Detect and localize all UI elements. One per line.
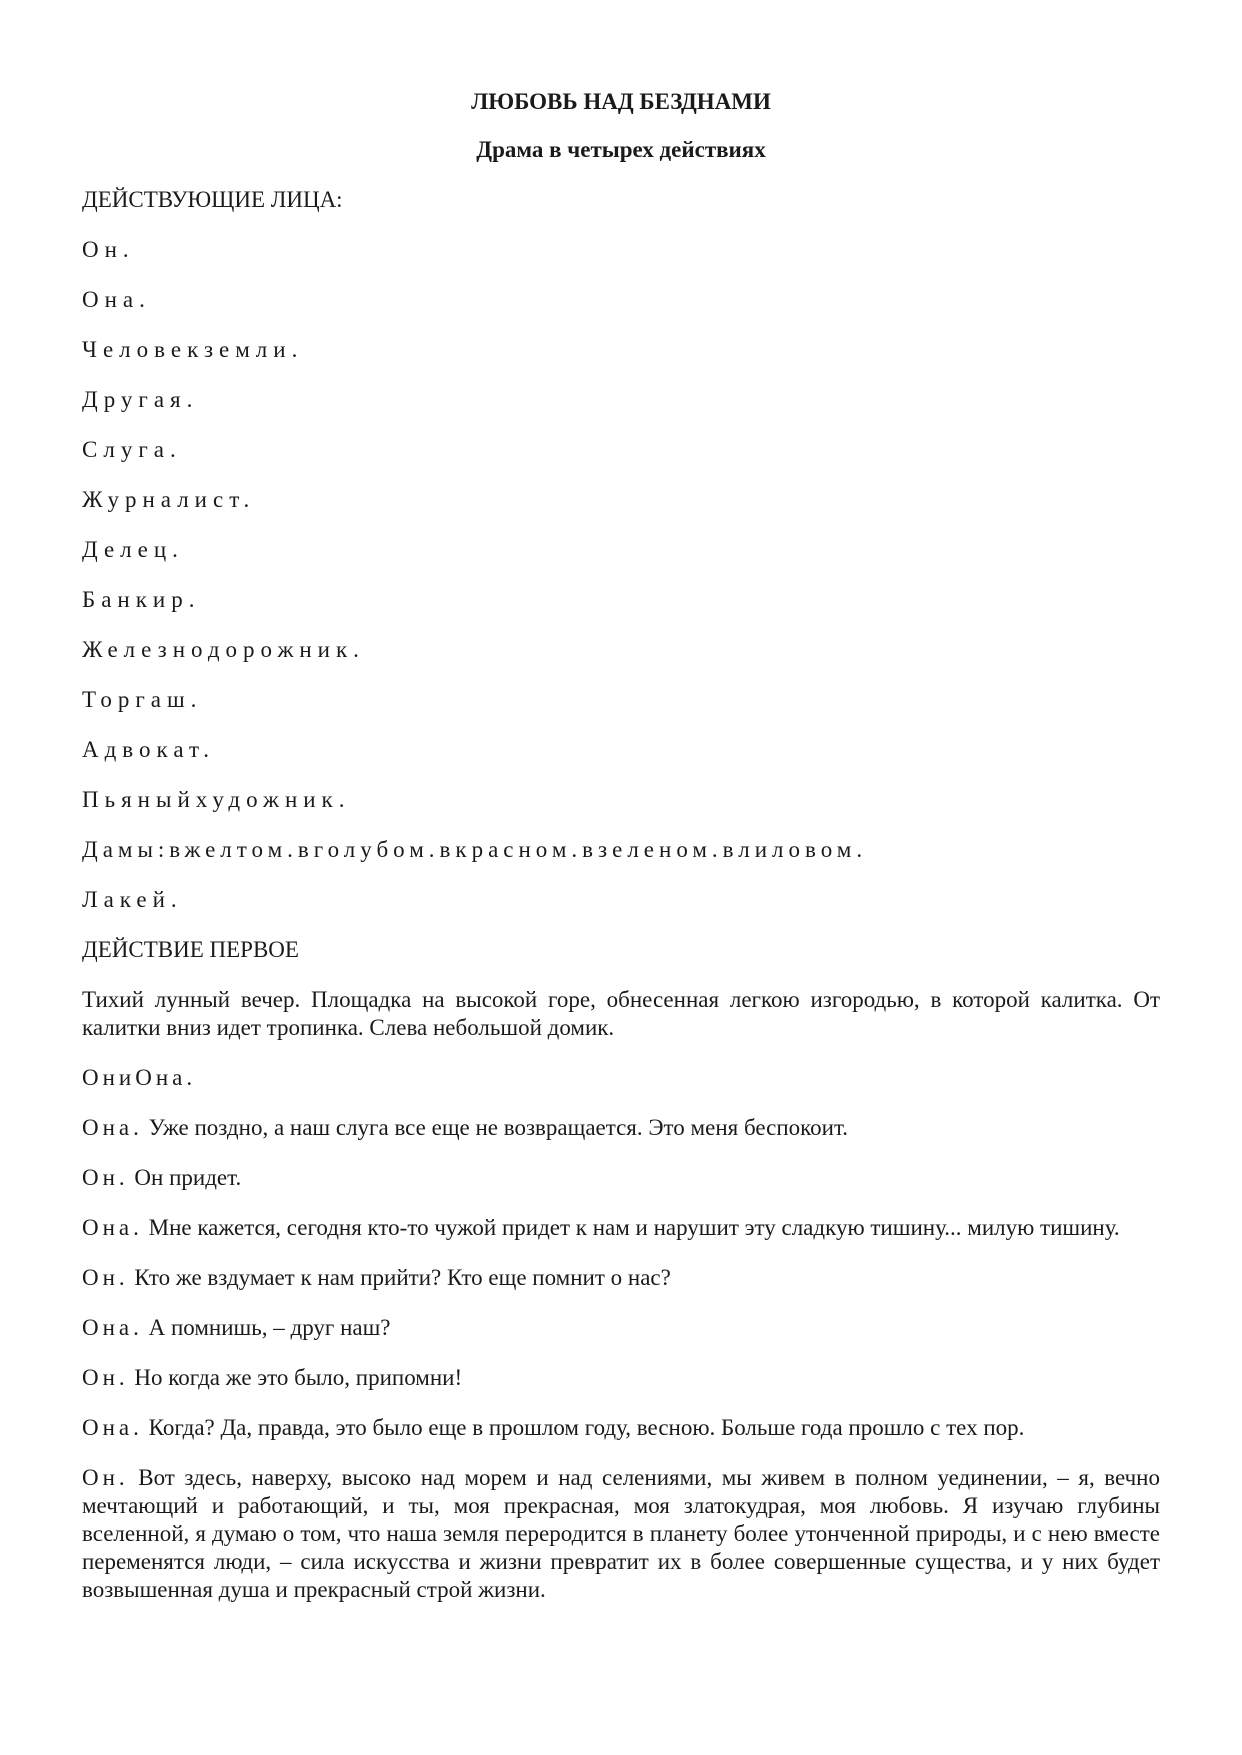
- cast-item: Она.: [82, 287, 151, 312]
- cast-item: Другая.: [82, 387, 199, 412]
- dialogue-line: [82, 1314, 1160, 1342]
- dialogue-text: Но когда же это было, припомни!: [128, 1365, 463, 1390]
- speaker-name: Он.: [82, 1165, 129, 1190]
- cast-item: Журналист.: [82, 487, 256, 512]
- cast-item: Делец.: [82, 537, 184, 562]
- dialogue-text: Он придет.: [128, 1165, 242, 1190]
- act-heading: ДЕЙСТВИЕ ПЕРВОЕ: [82, 937, 299, 962]
- speaker-name: Он.: [82, 1365, 129, 1390]
- cast-item: Адвокат.: [82, 737, 216, 762]
- cast-item: Торгаш.: [82, 687, 203, 712]
- dialogue-text: Кто же вздумает к нам прийти? Кто еще помнит о нас?: [128, 1265, 671, 1290]
- scene-characters: ОниОна.: [82, 1065, 197, 1090]
- dialogue-text: Мне кажется, сегодня кто-то чужой придет к нам и нарушит эту сладкую тишину... милую тишину.: [142, 1215, 1120, 1240]
- cast-item: Лакей.: [82, 887, 183, 912]
- cast-item: Дамы:вжелтом.вголубом.вкрасном.взеленом.влиловом.: [82, 837, 868, 862]
- document-page: [82, 88, 1160, 1626]
- cast-heading: ДЕЙСТВУЮЩИЕ ЛИЦА:: [82, 187, 343, 212]
- cast-item: Он.: [82, 237, 135, 262]
- stage-direction: Тихий лунный вечер. Площадка на высокой горе, обнесенная легкою изгородью, в которой калитка. От калитки вниз идет тропинка. Слева небольшой домик.: [82, 987, 1160, 1040]
- document-subtitle: Драма в четырех действиях: [476, 137, 766, 162]
- dialogue-line: [82, 1464, 1160, 1604]
- dialogue-line: [82, 1364, 1160, 1392]
- dialogue-text: Когда? Да, правда, это было еще в прошлом году, весною. Больше года прошло с тех пор.: [142, 1415, 1025, 1440]
- dialogue-line: [82, 1114, 1160, 1142]
- cast-item: Человекземли.: [82, 337, 304, 362]
- speaker-name: Он.: [82, 1465, 129, 1490]
- cast-item: Пьяныйхудожник.: [82, 787, 351, 812]
- dialogue-text: Вот здесь, наверху, высоко над морем и над селениями, мы живем в полном уединении, – я, вечно мечтающий и работающий, и ты, моя прекрасная, моя златокудрая, моя любовь. Я изучаю глубины вселенной, я думаю о том, что наша земля переродится в планету более утонченной природы, и с нею вместе переменятся люди, – сила искусства и жизни превратит их в более совершенные существа, и у них будет возвышенная душа и прекрасный строй жизни.: [82, 1465, 1160, 1602]
- speaker-name: Она.: [82, 1315, 143, 1340]
- speaker-name: Она.: [82, 1115, 143, 1140]
- speaker-name: Она.: [82, 1215, 143, 1240]
- dialogue-line: [82, 1414, 1160, 1442]
- cast-item: Железнодорожник.: [82, 637, 365, 662]
- dialogue-text: Уже поздно, а наш слуга все еще не возвращается. Это меня беспокоит.: [142, 1115, 849, 1140]
- dialogue-line: [82, 1264, 1160, 1292]
- document-title: ЛЮБОВЬ НАД БЕЗДНАМИ: [471, 89, 771, 114]
- cast-list: [82, 236, 1160, 914]
- dialogue-line: [82, 1164, 1160, 1192]
- cast-item: Слуга.: [82, 437, 182, 462]
- dialogue-line: [82, 1214, 1160, 1242]
- dialogue-text: А помнишь, – друг наш?: [142, 1315, 391, 1340]
- speaker-name: Она.: [82, 1415, 143, 1440]
- speaker-name: Он.: [82, 1265, 129, 1290]
- cast-item: Банкир.: [82, 587, 201, 612]
